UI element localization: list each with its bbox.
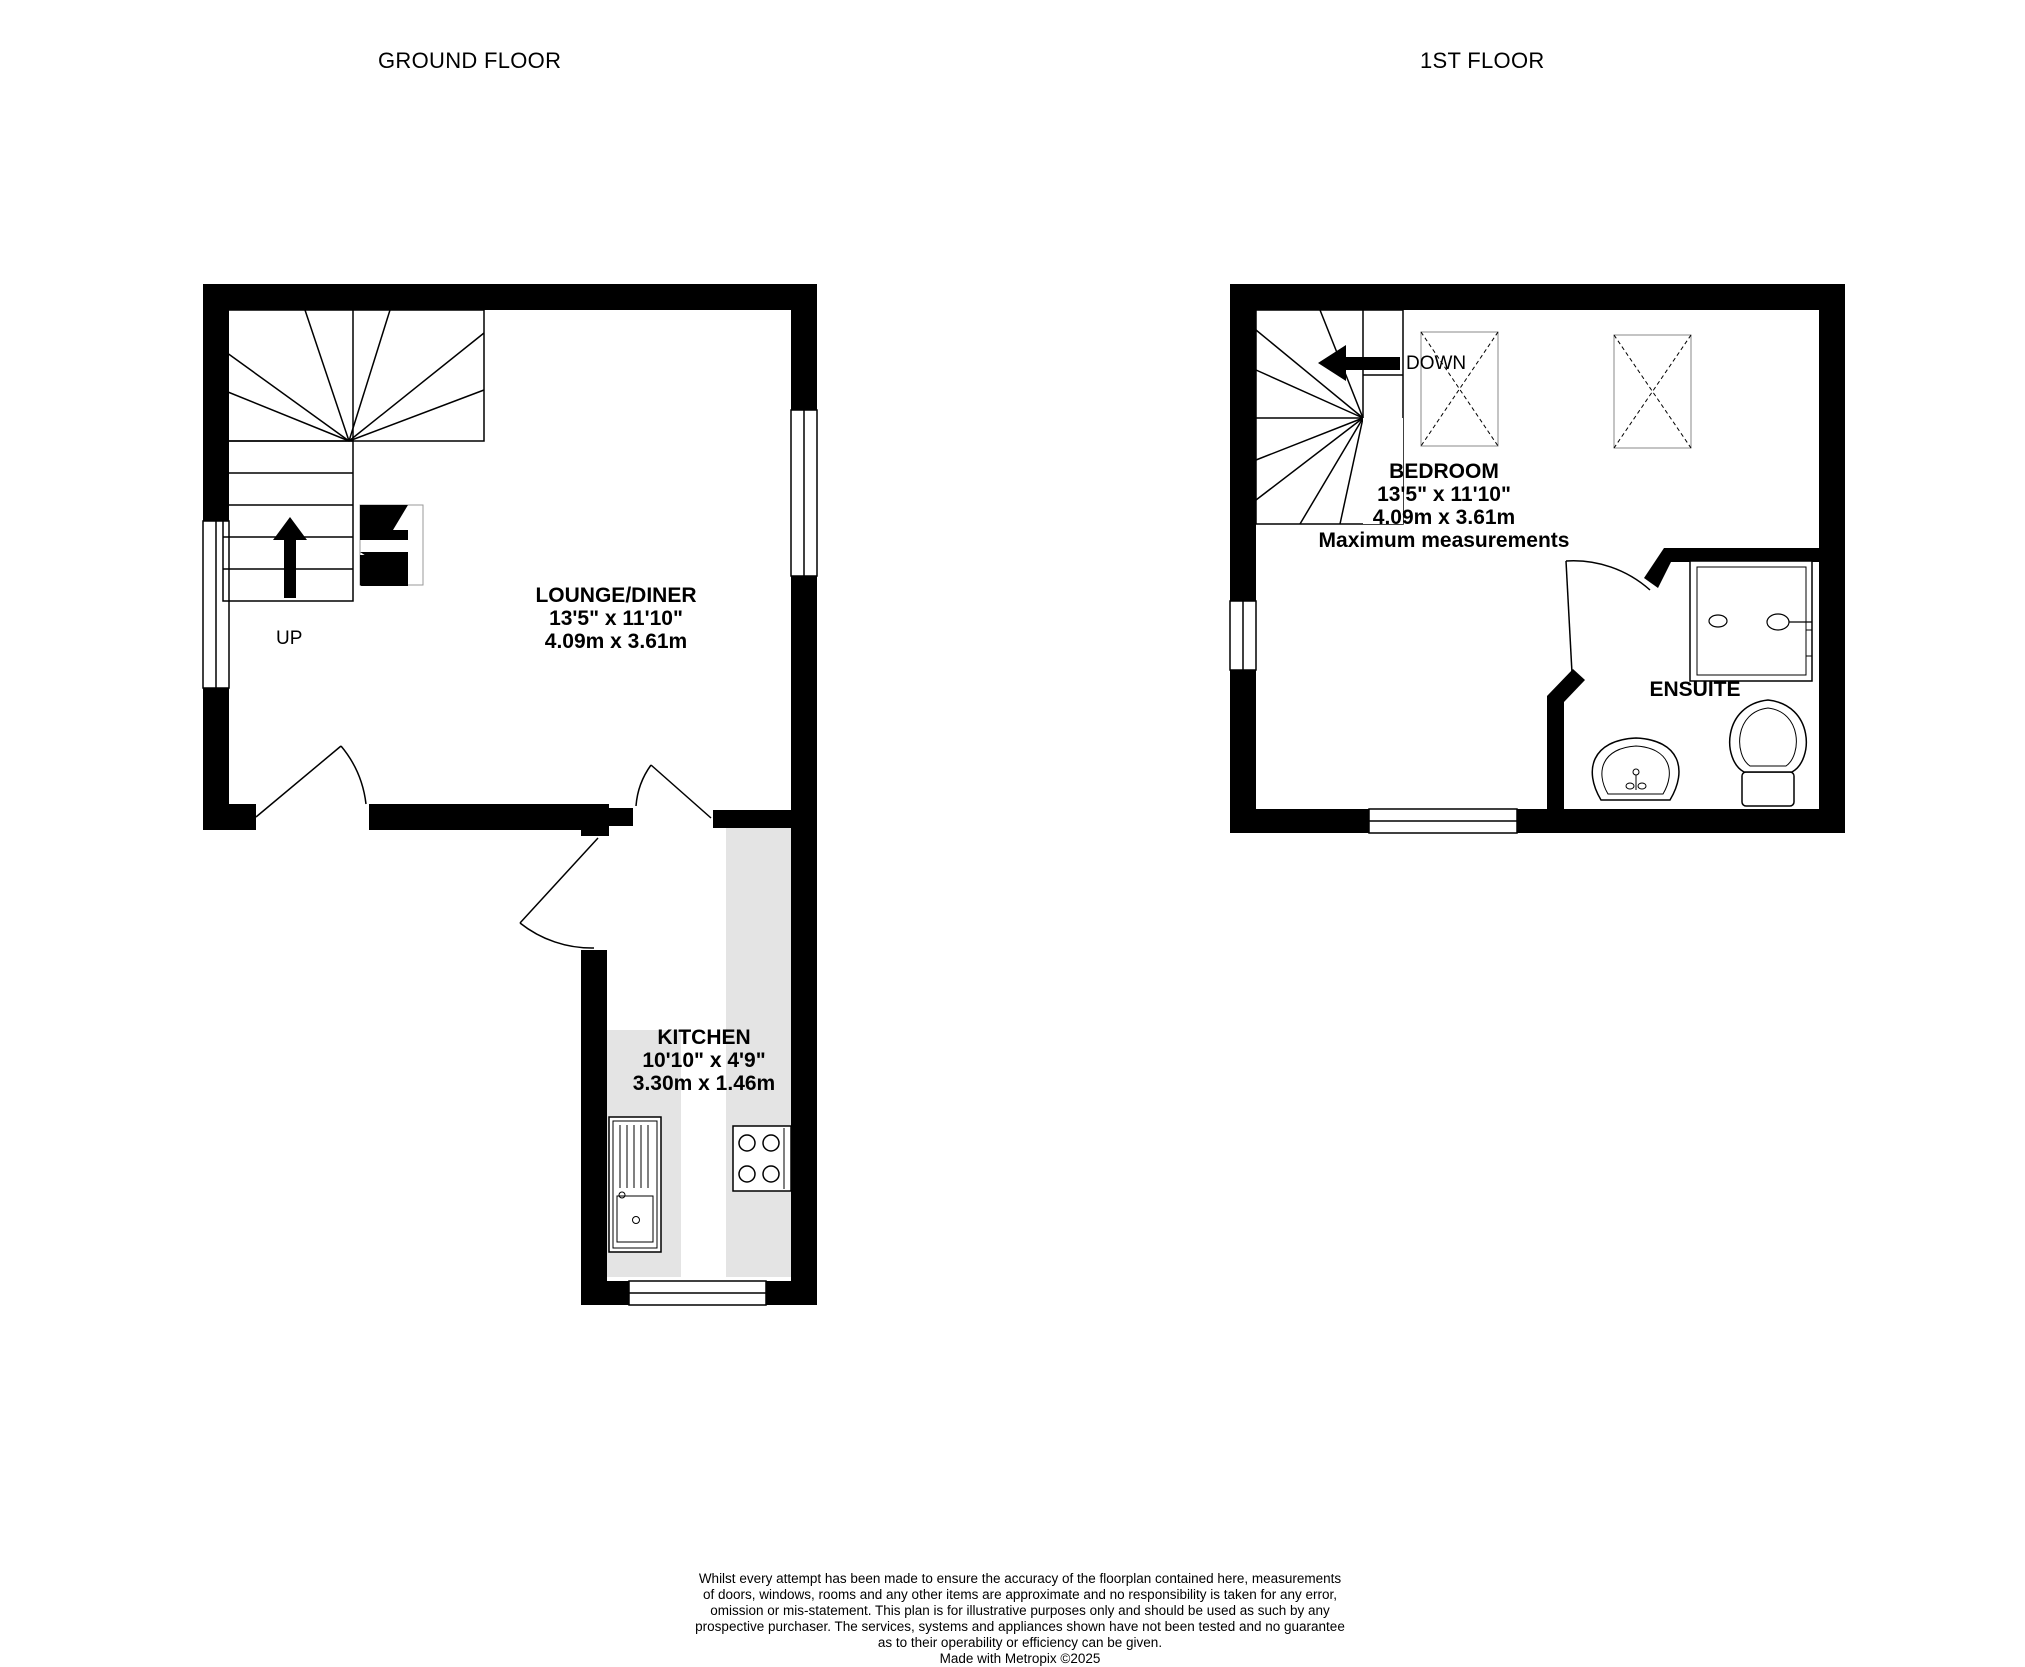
shower-tray [1690, 561, 1812, 681]
lounge-diner-label [506, 584, 726, 653]
skylights [1421, 332, 1691, 448]
disclaimer-line: prospective purchaser. The services, systems and appliances shown have not been tested and no guarantee [695, 1619, 1345, 1634]
first-floor-plan [1230, 284, 1845, 833]
disclaimer-line: of doors, windows, rooms and any other items are approximate and no responsibility is taken for any error, [702, 1587, 1338, 1602]
kitchen-name: KITCHEN [657, 1026, 751, 1049]
stairs-down-label: DOWN [1406, 353, 1467, 374]
lounge-kitchen-door [651, 765, 711, 818]
front-door [256, 746, 341, 817]
ensuite-name: ENSUITE [1649, 678, 1741, 701]
ground-floor-stairs [223, 310, 484, 601]
disclaimer [640, 1571, 1400, 1667]
disclaimer-credit: Made with Metropix ©2025 [939, 1651, 1101, 1666]
ground-floor-walls [203, 284, 817, 1305]
lounge-diner-imperial: 13'5" x 11'10" [549, 607, 683, 630]
kitchen-label [594, 1026, 814, 1095]
lounge-diner-metric: 4.09m x 3.61m [544, 630, 688, 653]
bedroom-label [1284, 460, 1604, 552]
bedroom-note: Maximum measurements [1318, 529, 1570, 552]
bedroom-name: BEDROOM [1389, 460, 1499, 483]
bedroom-imperial: 13'5" x 11'10" [1377, 483, 1511, 506]
kitchen-imperial: 10'10" x 4'9" [642, 1049, 766, 1072]
stairs-up-arrow [273, 517, 307, 598]
ensuite-basin [1592, 738, 1679, 800]
fireplace-symbol [360, 505, 423, 586]
lounge-diner-name: LOUNGE/DINER [535, 584, 697, 607]
kitchen-hob [733, 1126, 791, 1191]
kitchen-sink [609, 1117, 661, 1252]
kitchen-side-door [520, 838, 598, 923]
ensuite-door [1566, 561, 1650, 673]
disclaimer-line: omission or mis-statement. This plan is for illustrative purposes only and should be used as such by any [710, 1603, 1330, 1618]
kitchen-metric: 3.30m x 1.46m [632, 1072, 776, 1095]
first-floor-title: 1ST FLOOR [1420, 48, 1545, 73]
ground-floor-plan [203, 284, 817, 1305]
first-floor-windows [1230, 601, 1517, 833]
disclaimer-line: Whilst every attempt has been made to ensure the accuracy of the floorplan contained here, measurements [698, 1571, 1342, 1586]
ground-floor-title: GROUND FLOOR [378, 48, 562, 73]
stairs-up-label: UP [276, 628, 303, 649]
ensuite-toilet [1730, 700, 1807, 806]
ground-floor-doors [256, 746, 711, 948]
disclaimer-line: as to their operability or efficiency can be given. [877, 1635, 1163, 1650]
bedroom-metric: 4.09m x 3.61m [1372, 506, 1516, 529]
ensuite-label [1620, 678, 1770, 701]
